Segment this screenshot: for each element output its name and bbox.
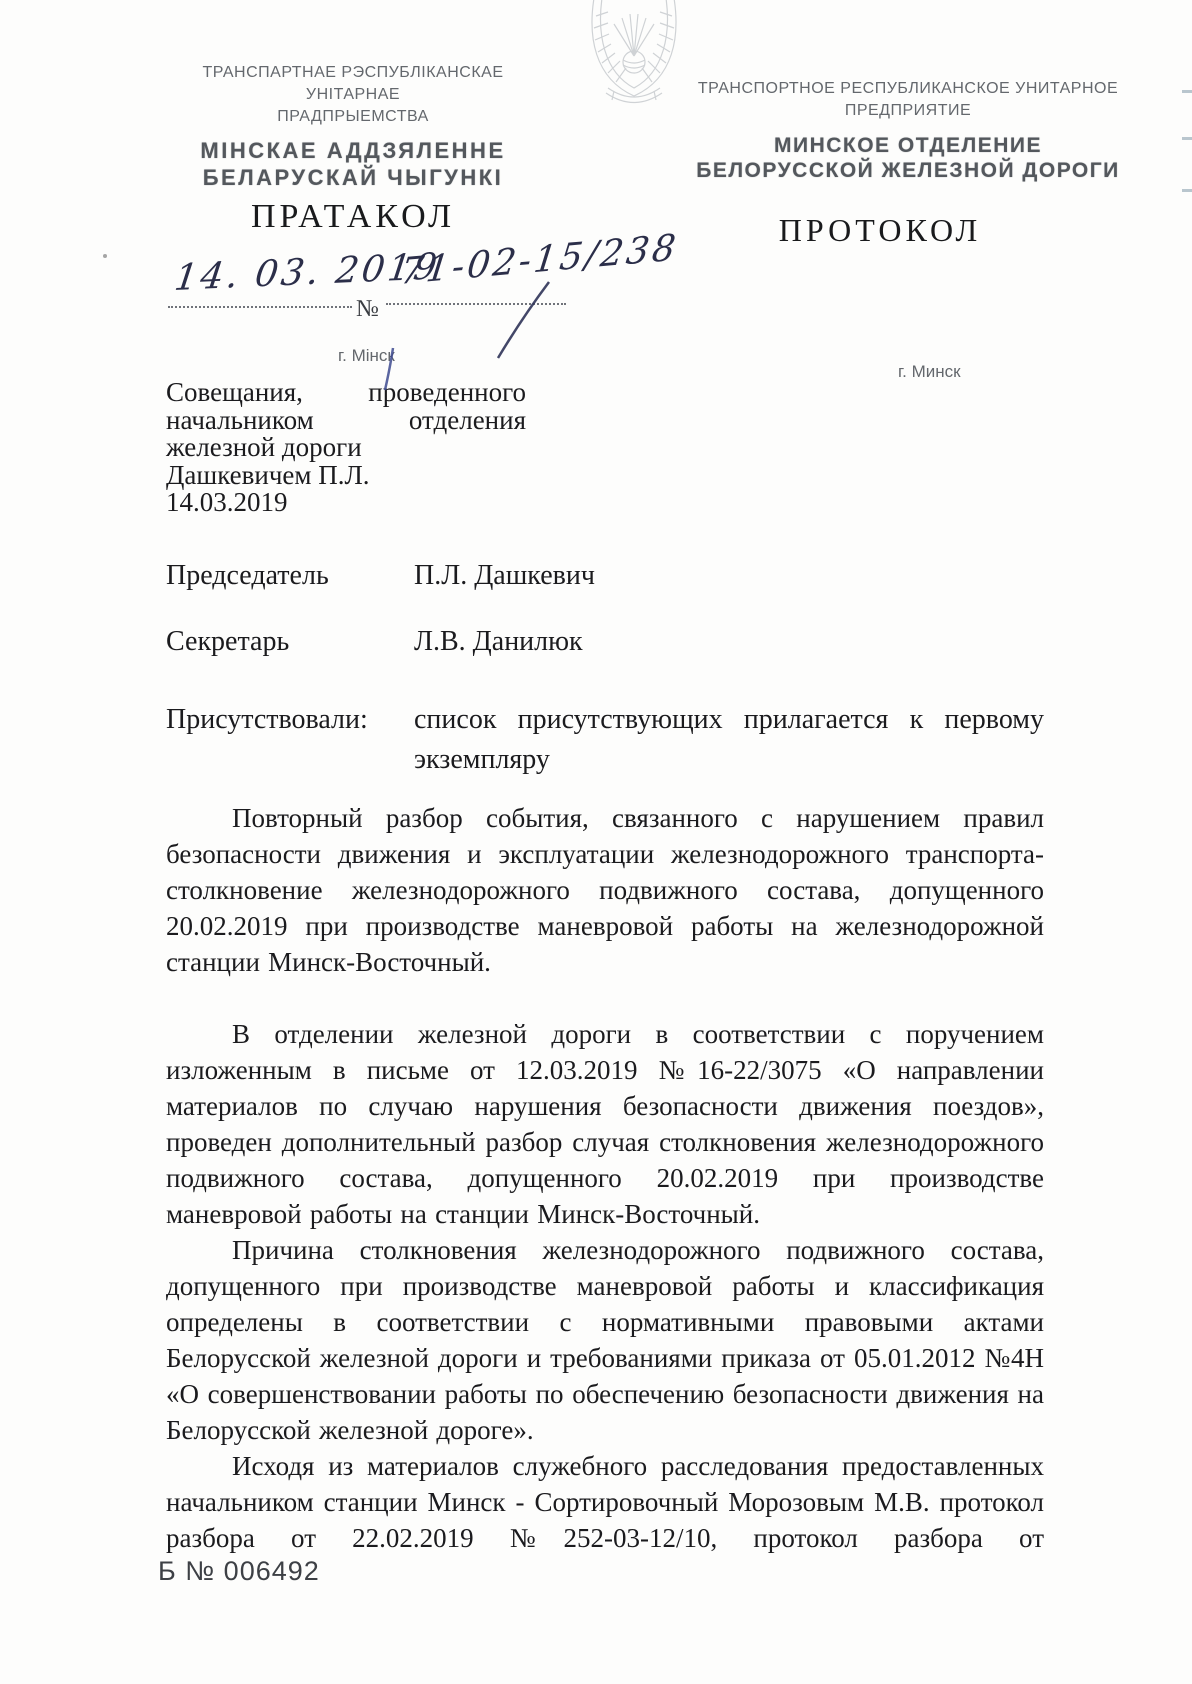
letterhead-right [660, 78, 1156, 183]
attendees-label: Присутствовали: [166, 704, 368, 735]
org-name-line: ПРАДПРЫЕМСТВА [277, 108, 429, 125]
attendees-value: список присутствующих прилагается к первому экземпляру [414, 704, 1044, 775]
body-paragraph: Повторный разбор события, связанного с нарушением правил безопасности движения и эксплуатации железнодорожного транспорта- столкновение железнодорожного подвижного состава, допущенного 20.02.2019 при производстве маневровой работы на железнодорожной станции Минск-Восточный. [166, 803, 1044, 977]
secretary-row [166, 626, 1046, 658]
unit-name-line: БЕЛАРУСКАЙ ЧЫГУНКІ [202, 165, 504, 190]
date-underline [168, 306, 352, 308]
org-name-line: ТРАНСПАРТНАЕ РЭСПУБЛІКАНСКАЕ УНІТАРНАЕ [202, 64, 504, 103]
meeting-info-line: Дашкевичем П.Л. [166, 459, 370, 490]
handwritten-number: 71-02-15/238 [398, 227, 681, 293]
scan-dot-artifact [103, 254, 107, 258]
form-serial-number: Б № 006492 [158, 1556, 320, 1586]
scan-edge-mark [1182, 137, 1192, 140]
number-underline [386, 303, 566, 305]
handwritten-date: 14. 03. 2019 [172, 246, 443, 299]
body-paragraph: В отделении железной дороги в соответствии с поручением изложенным в письме от 12.03.2019 №16-22/3075 «О направлении материалов по случаю нарушения безопасности движения поездов», проведен дополнительный разбор случая столкновения железнодорожного подвижного состава, допущенного 20.02.2019 при производстве маневровой работы на станции Минск-Восточный. [166, 1019, 1044, 1229]
letterhead-left [157, 62, 549, 191]
meeting-info-line: 14.03.2019 [166, 487, 288, 517]
city-right: г. Минск [898, 362, 961, 381]
unit-name-line: МІНСКАЕ АДДЗЯЛЕННЕ [200, 138, 506, 163]
chairman-row [166, 560, 1046, 592]
org-name-line: ТРАНСПОРТНОЕ РЕСПУБЛИКАНСКОЕ УНИТАРНОЕ [697, 80, 1119, 97]
body-paragraph: Исходя из материалов служебного расследования предоставленных начальником станции Минск - Сортировочный Морозовым М.В. протокол разбора от 22.02.2019 №252-03-12/10, протокол разбора от [166, 1451, 1044, 1553]
org-name-line: ПРЕДПРИЯТИЕ [844, 102, 972, 119]
doc-title-russian: ПРОТОКОЛ [778, 212, 982, 248]
city-left: г. Мінск [338, 346, 395, 365]
unit-name-line: БЕЛОРУССКОЙ ЖЕЛЕЗНОЙ ДОРОГИ [696, 159, 1120, 182]
meeting-info-line: Совещания, проведенного [166, 377, 526, 407]
person-name: Л.В. Данилюк [414, 626, 583, 657]
meeting-info-line: железной дороги [166, 432, 362, 462]
body-paragraph: Причина столкновения железнодорожного подвижного состава, допущенного при производстве маневровой работы и классификация определены в соответствии с нормативными правовыми актами Белорусской железной дороги и требованиями приказа от 05.01.2012 №4Н «О совершенствовании работы по обеспечению безопасности движения на Белорусской железной дороге». [166, 1235, 1044, 1445]
person-name: П.Л. Дашкевич [414, 560, 595, 591]
unit-name-line: МИНСКОЕ ОТДЕЛЕНИЕ [773, 134, 1043, 157]
role-label: Секретарь [166, 626, 290, 657]
meeting-info-line: начальником отделения [166, 404, 526, 435]
meeting-info-block [166, 379, 526, 517]
scan-edge-mark [1182, 189, 1192, 192]
role-label: Председатель [166, 560, 329, 591]
doc-title-belarusian: ПРАТАКОЛ [250, 198, 456, 235]
document-body [166, 800, 1044, 1556]
number-sign-label: № [356, 296, 379, 322]
scan-edge-mark [1182, 90, 1192, 93]
